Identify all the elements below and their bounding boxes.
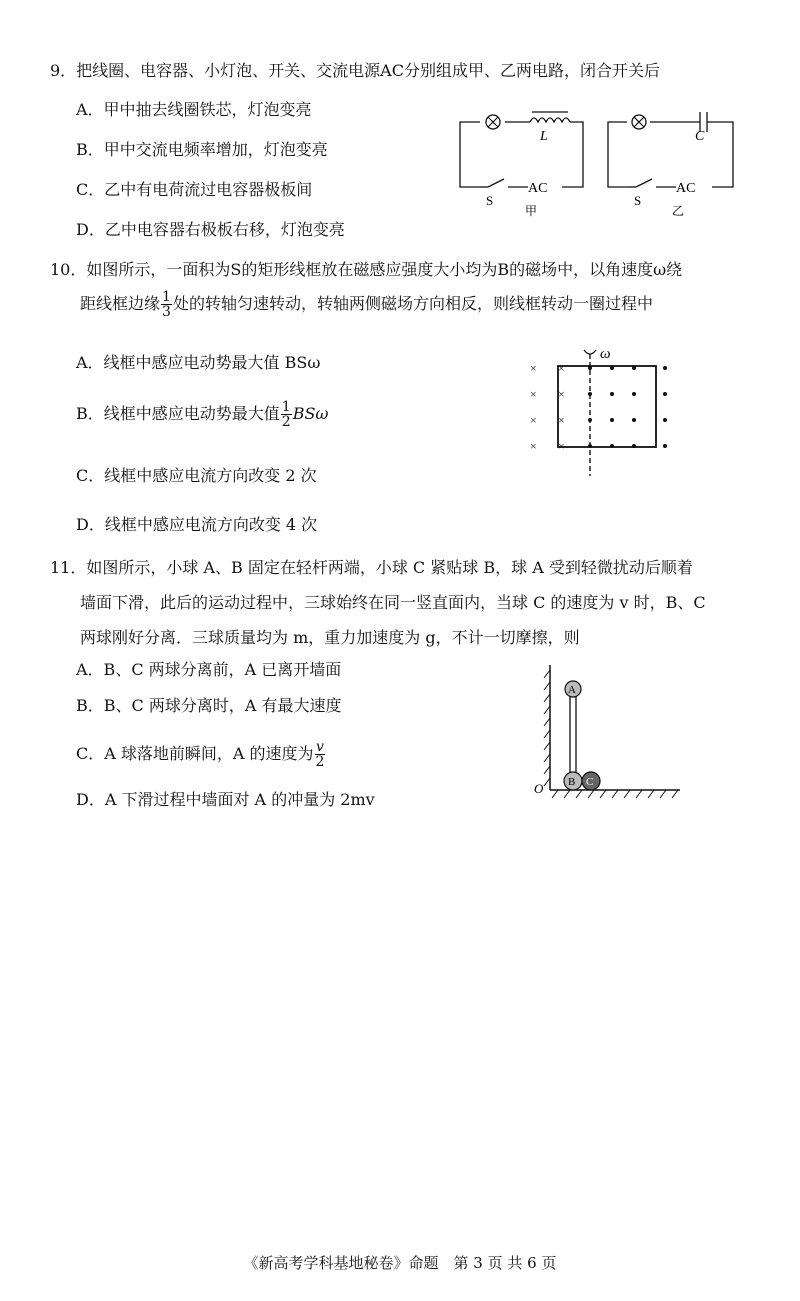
q10-stem-line1: 10．如图所示，一面积为S的矩形线框放在磁感应强度大小均为B的磁场中，以角速度ω绕 [50, 260, 683, 279]
ball-c-label: C [586, 776, 594, 788]
q11-wall-balls-figure [530, 660, 690, 810]
q11-stem-line1: 11．如图所示，小球 A、B 固定在轻杆两端，小球 C 紧贴球 B，球 A 受到轻微扰动后顺着 [50, 558, 693, 577]
fraction-v-over-two: $\frac{v}{2}$ [315, 739, 325, 770]
q11-stem-line3: 两球刚好分离．三球质量均为 m，重力加速度为 g，不计一切摩擦，则 [80, 628, 580, 647]
q10-option-c: C．线框中感应电流方向改变 2 次 [76, 466, 317, 485]
circuit-label-yi: 乙 [672, 204, 685, 218]
svg-text:×: × [530, 387, 537, 401]
q10-option-a: A．线框中感应电动势最大值 BSω [76, 353, 321, 372]
field-into-page-marks [530, 361, 565, 453]
q11-option-d: D．A 下滑过程中墙面对 A 的冲量为 2mv [76, 790, 375, 809]
svg-text:×: × [558, 439, 565, 453]
q11-stem-line2: 墙面下滑，此后的运动过程中，三球始终在同一竖直面内，当球 C 的速度为 v 时，B、C [80, 593, 706, 612]
q9-circuit-figure [450, 95, 780, 220]
fraction-one-half: $\frac{1}{2}$ [281, 399, 291, 430]
q10-stem-line2-pre: 距线框边缘 [80, 294, 161, 313]
svg-text:×: × [530, 413, 537, 427]
svg-text:×: × [558, 413, 565, 427]
ball-b-label: B [568, 776, 576, 788]
svg-text:×: × [530, 439, 537, 453]
ground-hatching [552, 790, 678, 798]
circuit-label-jia: 甲 [525, 204, 538, 218]
wall-hatching [544, 670, 550, 786]
svg-text:×: × [558, 387, 565, 401]
switch-label-jia: S [486, 193, 494, 208]
svg-text:×: × [530, 361, 537, 375]
svg-text:×: × [558, 361, 565, 375]
q10-option-b: B．线框中感应电动势最大值 $\frac{1}{2}$ BSω [76, 399, 329, 430]
ac-source-label-jia: AC [528, 181, 548, 196]
switch-label-yi: S [634, 193, 642, 208]
fraction-one-third: $\frac{1}{3}$ [162, 289, 171, 320]
q11-option-a: A．B、C 两球分离前，A 已离开墙面 [76, 660, 342, 679]
q11-option-c: C．A 球落地前瞬间，A 的速度为 $\frac{v}{2}$ [76, 739, 325, 770]
ac-source-label-yi: AC [676, 181, 696, 196]
coil-frame [558, 366, 656, 447]
origin-label: O [534, 781, 544, 796]
q10-stem-line2 [80, 290, 653, 319]
rotation-arrow-icon [584, 350, 596, 354]
q11-option-b: B．B、C 两球分离时，A 有最大速度 [76, 696, 342, 715]
ball-a-label: A [568, 684, 576, 696]
inductor-label: L [540, 129, 548, 144]
q9-option-b: B．甲中交流电频率增加，灯泡变亮 [76, 140, 328, 159]
page-footer: 《新高考学科基地秘卷》命题 第 3 页 共 6 页 [243, 1254, 557, 1272]
q9-option-a: A．甲中抽去线圈铁芯，灯泡变亮 [76, 100, 312, 119]
q10-option-d: D．线框中感应电流方向改变 4 次 [76, 515, 318, 534]
q10-stem-line2-post: 处的转轴匀速转动，转轴两侧磁场方向相反，则线框转动一圈过程中 [172, 294, 653, 313]
capacitor-label: C [695, 129, 705, 144]
q9-option-d: D．乙中电容器右极板右移，灯泡变亮 [76, 220, 345, 239]
omega-label: ω [600, 346, 611, 362]
q10-magnetic-field-figure [520, 340, 680, 480]
q9-option-c: C．乙中有电荷流过电容器极板间 [76, 180, 313, 199]
q9-stem: 9．把线圈、电容器、小灯泡、开关、交流电源AC分别组成甲、乙两电路，闭合开关后 [50, 61, 660, 80]
